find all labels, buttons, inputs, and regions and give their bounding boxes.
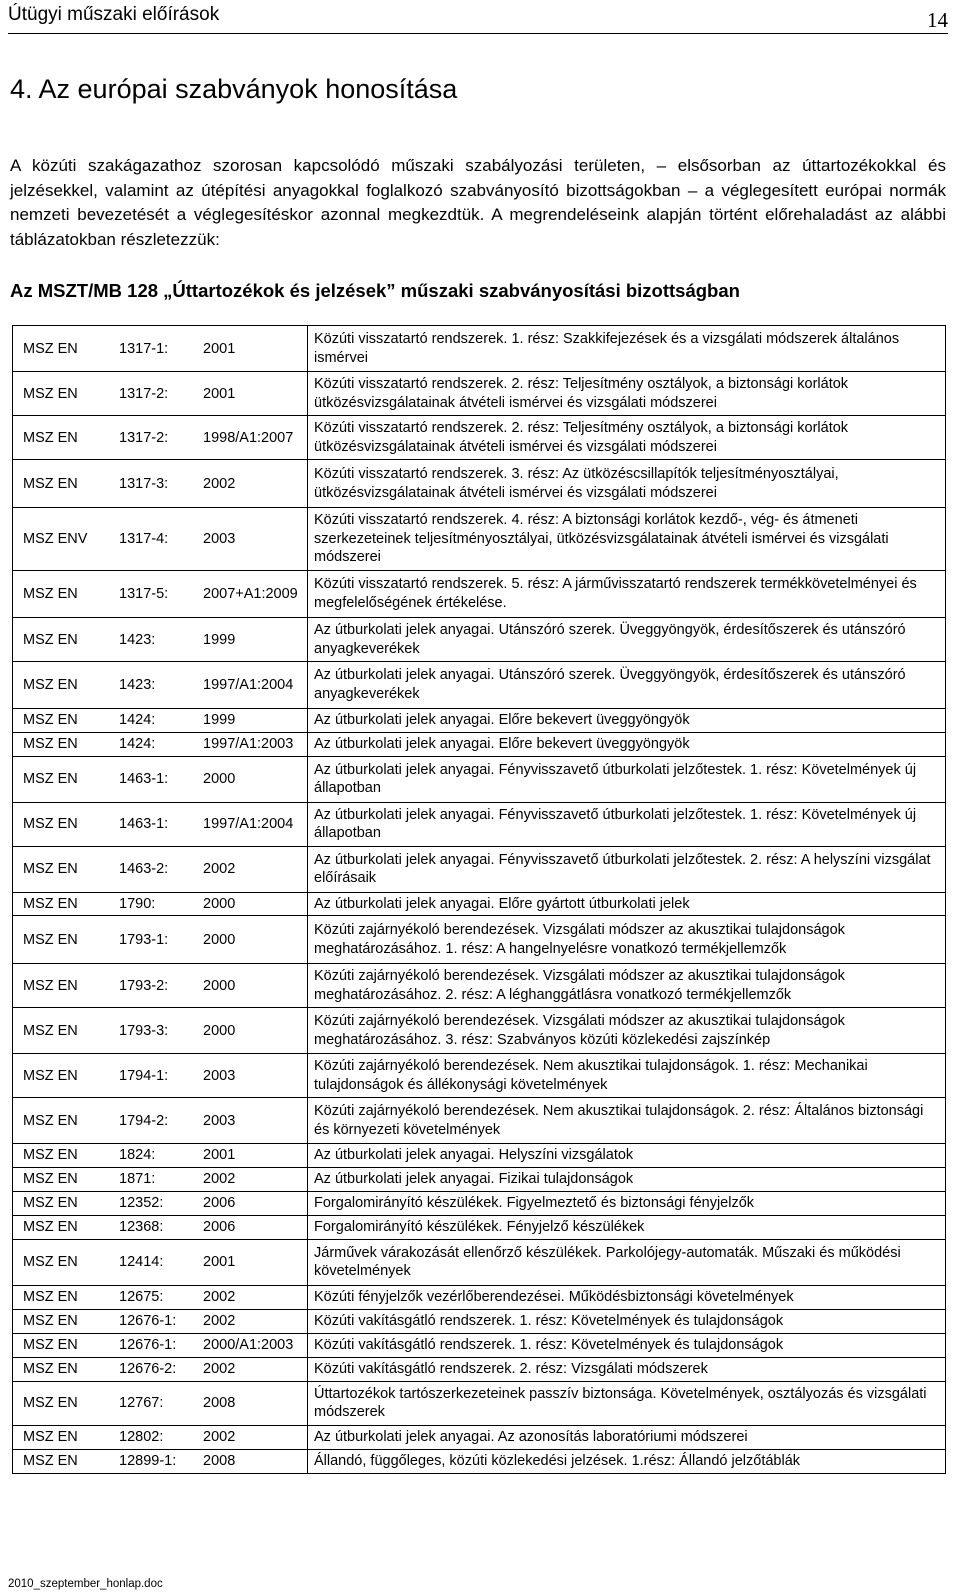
standard-year: 2002 (203, 475, 236, 492)
standard-number: 12368: (119, 1219, 164, 1236)
table-row (13, 618, 946, 662)
standard-number: 1463-2: (119, 861, 169, 878)
standard-number: 1793-2: (119, 977, 169, 994)
standard-code (23, 1254, 307, 1270)
standard-title: Forgalomirányító készülékek. Figyelmeztető és biztonsági fényjelzők (308, 1191, 946, 1215)
standard-code-cell (13, 416, 308, 460)
table-row (13, 1309, 946, 1333)
standard-code-cell (13, 1449, 308, 1473)
standard-number: 1424: (119, 712, 156, 729)
standard-year: 2002 (203, 1313, 236, 1330)
standard-code (23, 1429, 307, 1445)
standard-year: 2006 (203, 1195, 236, 1212)
page-number: 14 (927, 8, 948, 32)
standard-prefix: MSZ EN (23, 712, 78, 729)
standard-year: 2002 (203, 1171, 236, 1188)
standard-code (23, 932, 307, 948)
standard-code (23, 341, 307, 357)
table-row (13, 1381, 946, 1425)
standard-code (23, 632, 307, 648)
standard-prefix: MSZ EN (23, 895, 78, 912)
standard-title: Közúti zajárnyékoló berendezések. Nem akusztikai tulajdonságok. 1. rész: Mechanikai tulajdonságok és állékonysági követelmények (308, 1054, 946, 1098)
standard-number: 12899-1: (119, 1453, 177, 1470)
table-row (13, 662, 946, 709)
standard-code (23, 1023, 307, 1039)
standard-prefix: MSZ EN (23, 1219, 78, 1236)
table-row (13, 802, 946, 846)
table-row (13, 416, 946, 460)
standard-number: 12352: (119, 1195, 164, 1212)
standard-code (23, 861, 307, 877)
standard-year: 2000 (203, 895, 236, 912)
standard-title: Az útburkolati jelek anyagai. Előre bekevert üveggyöngyök (308, 709, 946, 733)
standard-prefix: MSZ EN (23, 429, 78, 446)
table-row (13, 1239, 946, 1285)
standard-title: Az útburkolati jelek anyagai. Utánszóró szerek. Üveggyöngyök, érdesítőszerek és utánszóró anyagkeverékek (308, 618, 946, 662)
standard-number: 12414: (119, 1254, 164, 1271)
standard-year: 2000 (203, 771, 236, 788)
standard-prefix: MSZ ENV (23, 531, 88, 547)
table-row (13, 1054, 946, 1098)
standard-code-cell (13, 892, 308, 916)
standard-title: Közúti vakításgátló rendszerek. 2. rész: Vizsgálati módszerek (308, 1357, 946, 1381)
standard-prefix: MSZ EN (23, 1361, 78, 1378)
standard-prefix: MSZ EN (23, 931, 78, 948)
standard-title: Közúti visszatartó rendszerek. 3. rész: Az ütközéscsillapítók teljesítményosztályai, ütközésvizsgálatainak átvételi ismérvei és vizsgálati módszerei (308, 460, 946, 508)
standard-code-cell (13, 1309, 308, 1333)
standard-year: 2001 (203, 340, 236, 357)
table-row (13, 1333, 946, 1357)
standard-code (23, 1113, 307, 1129)
table-row (13, 1098, 946, 1144)
standard-prefix: MSZ EN (23, 816, 78, 833)
standard-title: Az útburkolati jelek anyagai. Utánszóró szerek. Üveggyöngyök, érdesítőszerek és utánszóró anyagkeverékek (308, 662, 946, 709)
standard-year: 2001 (203, 1254, 236, 1271)
standard-title: Az útburkolati jelek anyagai. Fizikai tulajdonságok (308, 1167, 946, 1191)
standard-title: Úttartozékok tartószerkezeteinek passzív biztonsága. Követelmények, osztályozás és vizsgálati módszerek (308, 1381, 946, 1425)
standard-title: Közúti visszatartó rendszerek. 2. rész: Teljesítmény osztályok, a biztonsági korlátok ütközésvizsgálatainak átvételi ismérvei és vizsgálati módszerei (308, 372, 946, 416)
standard-prefix: MSZ EN (23, 1112, 78, 1129)
standard-number: 12676-1: (119, 1337, 177, 1354)
standard-prefix: MSZ EN (23, 1453, 78, 1470)
table-row (13, 732, 946, 756)
table-row (13, 1285, 946, 1309)
standard-year: 1998/A1:2007 (203, 429, 294, 446)
committee-subheading: Az MSZT/MB 128 „Úttartozékok és jelzések” műszaki szabványosítási bizottságban (10, 280, 740, 301)
standard-prefix: MSZ EN (23, 1337, 78, 1354)
standard-year: 1997/A1:2003 (203, 736, 294, 753)
standard-year: 1999 (203, 712, 236, 729)
standard-code (23, 1337, 307, 1353)
table-row (13, 372, 946, 416)
standard-number: 1317-3: (119, 475, 169, 492)
table-row (13, 1008, 946, 1054)
standard-code (23, 586, 307, 602)
standard-code (23, 978, 307, 994)
standard-title: Közúti zajárnyékoló berendezések. Vizsgálati módszer az akusztikai tulajdonságok meghatározásához. 3. rész: Szabványos közúti közlekedési zajszínkép (308, 1008, 946, 1054)
standard-code-cell (13, 802, 308, 846)
standard-title: Az útburkolati jelek anyagai. Fényvisszavető útburkolati jelzőtestek. 1. rész: Követelmények új állapotban (308, 756, 946, 802)
standard-code-cell (13, 1333, 308, 1357)
standard-title: Az útburkolati jelek anyagai. Fényvisszavető útburkolati jelzőtestek. 1. rész: Követelmények új állapotban (308, 802, 946, 846)
standard-code-cell (13, 508, 308, 571)
standard-prefix: MSZ EN (23, 736, 78, 753)
standard-code-cell (13, 571, 308, 618)
standard-year: 2003 (203, 531, 236, 547)
footer-filename: 2010_szeptember_honlap.doc (8, 1578, 163, 1590)
standard-year: 2002 (203, 1361, 236, 1378)
standard-title: Közúti visszatartó rendszerek. 4. rész: A biztonsági korlátok kezdő-, vég- és átmeneti szerkezeteinek teljesítményosztályai, ütközésvizsgálatainak átvételi ismérvei és vizsgálati módszerei (308, 508, 946, 571)
standard-code (23, 816, 307, 832)
standard-title: Közúti zajárnyékoló berendezések. Nem akusztikai tulajdonságok. 2. rész: Általános biztonsági és környezeti követelmények (308, 1098, 946, 1144)
standard-year: 2006 (203, 1219, 236, 1236)
section-title: 4. Az európai szabványok honosítása (10, 74, 458, 104)
standard-code-cell (13, 732, 308, 756)
table-row (13, 571, 946, 618)
standard-year: 1997/A1:2004 (203, 677, 294, 693)
standard-title: Közúti vakításgátló rendszerek. 1. rész: Követelmények és tulajdonságok (308, 1333, 946, 1357)
standard-prefix: MSZ EN (23, 977, 78, 994)
table-row (13, 964, 946, 1008)
standard-code (23, 1195, 307, 1211)
table-row (13, 709, 946, 733)
table-row (13, 1144, 946, 1168)
standard-code (23, 476, 307, 492)
table-row (13, 846, 946, 892)
standard-year: 1999 (203, 631, 236, 648)
standard-number: 1463-1: (119, 816, 169, 833)
standard-code-cell (13, 1215, 308, 1239)
standard-prefix: MSZ EN (23, 1171, 78, 1188)
standard-year: 2008 (203, 1395, 236, 1412)
standard-code-cell (13, 1167, 308, 1191)
standard-title: Az útburkolati jelek anyagai. Előre gyártott útburkolati jelek (308, 892, 946, 916)
standard-year: 2003 (203, 1112, 236, 1129)
standard-number: 1794-2: (119, 1112, 169, 1129)
standard-code-cell (13, 709, 308, 733)
standard-prefix: MSZ EN (23, 1067, 78, 1084)
standard-year: 1997/A1:2004 (203, 816, 294, 833)
table-row (13, 1215, 946, 1239)
standard-number: 1423: (119, 631, 156, 648)
standard-number: 1793-1: (119, 931, 169, 948)
table-row (13, 326, 946, 372)
standard-prefix: MSZ EN (23, 1313, 78, 1330)
standard-number: 1871: (119, 1171, 156, 1188)
standard-code-cell (13, 1239, 308, 1285)
standard-code (23, 1171, 307, 1187)
standard-number: 12802: (119, 1429, 164, 1446)
standard-code (23, 1068, 307, 1084)
table-row (13, 892, 946, 916)
standard-prefix: MSZ EN (23, 1395, 78, 1412)
standard-prefix: MSZ EN (23, 1254, 78, 1271)
standard-title: Közúti zajárnyékoló berendezések. Vizsgálati módszer az akusztikai tulajdonságok meghatározásához. 1. rész: A hangelnyelésre vonatkozó termékjellemzők (308, 916, 946, 964)
standard-prefix: MSZ EN (23, 631, 78, 648)
standard-title: Állandó, függőleges, közúti közlekedési jelzések. 1.rész: Állandó jelzőtáblák (308, 1449, 946, 1473)
standard-code-cell (13, 1144, 308, 1168)
standard-title: Közúti visszatartó rendszerek. 5. rész: A járművisszatartó rendszerek termékkövetelményei és megfelelőségének értékelése. (308, 571, 946, 618)
standard-prefix: MSZ EN (23, 586, 78, 602)
standard-code-cell (13, 1008, 308, 1054)
standard-code-cell (13, 618, 308, 662)
standard-code (23, 1453, 307, 1469)
standards-table (12, 325, 946, 1474)
standard-code-cell (13, 1381, 308, 1425)
standard-title: Közúti visszatartó rendszerek. 1. rész: Szakkifejezések és a vizsgálati módszerek általános ismérvei (308, 326, 946, 372)
standard-title: Az útburkolati jelek anyagai. Előre bekevert üveggyöngyök (308, 732, 946, 756)
standard-title: Az útburkolati jelek anyagai. Fényvisszavető útburkolati jelzőtestek. 2. rész: A helyszíni vizsgálat előírásaik (308, 846, 946, 892)
intro-paragraph: A közúti szakágazathoz szorosan kapcsolódó műszaki szabályozási területen, – elsősorban az úttartozékokkal és jelzésekkel, valamint az útépítési anyagokkal foglalkozó szabványosító bizottságokban – a véglegesített európai normák nemzeti bevezetését a véglegesítéskor azonnal megkezdtük. A megrendeléseink alapján történt előrehaladást az alábbi táblázatokban részletezzük: (10, 156, 946, 249)
standard-prefix: MSZ EN (23, 475, 78, 492)
standard-code (23, 677, 307, 693)
standard-year: 2002 (203, 1289, 236, 1306)
standard-code (23, 1147, 307, 1163)
standard-prefix: MSZ EN (23, 1022, 78, 1039)
standard-number: 12675: (119, 1289, 164, 1306)
standard-code (23, 1361, 307, 1377)
standard-number: 1317-2: (119, 385, 169, 402)
standard-code (23, 712, 307, 728)
table-row (13, 1425, 946, 1449)
standard-title: Az útburkolati jelek anyagai. Helyszíni vizsgálatok (308, 1144, 946, 1168)
standard-year: 2000 (203, 977, 236, 994)
standard-prefix: MSZ EN (23, 385, 78, 402)
standard-prefix: MSZ EN (23, 1429, 78, 1446)
standard-number: 1793-3: (119, 1022, 169, 1039)
table-row (13, 756, 946, 802)
standard-year: 2007+A1:2009 (203, 586, 298, 602)
standard-prefix: MSZ EN (23, 1195, 78, 1212)
standard-code-cell (13, 372, 308, 416)
standard-year: 2000 (203, 931, 236, 948)
standard-prefix: MSZ EN (23, 677, 78, 693)
standard-code (23, 430, 307, 446)
standard-prefix: MSZ EN (23, 771, 78, 788)
standards-table-body (13, 326, 946, 1474)
standard-code-cell (13, 1191, 308, 1215)
standard-year: 2002 (203, 861, 236, 878)
standard-code-cell (13, 756, 308, 802)
standard-number: 1317-5: (119, 586, 169, 602)
standard-code-cell (13, 1357, 308, 1381)
standard-prefix: MSZ EN (23, 1147, 78, 1164)
standard-year: 2002 (203, 1429, 236, 1446)
standard-code-cell (13, 460, 308, 508)
table-row (13, 916, 946, 964)
standard-title: Forgalomirányító készülékek. Fényjelző készülékek (308, 1215, 946, 1239)
standard-code-cell (13, 326, 308, 372)
standard-number: 1463-1: (119, 771, 169, 788)
standard-code (23, 736, 307, 752)
table-row (13, 1357, 946, 1381)
standard-prefix: MSZ EN (23, 861, 78, 878)
standard-number: 1317-4: (119, 531, 169, 547)
standard-number: 1790: (119, 895, 156, 912)
standard-title: Közúti zajárnyékoló berendezések. Vizsgálati módszer az akusztikai tulajdonságok meghatározásához. 2. rész: A léghanggátlásra vonatkozó termékjellemzők (308, 964, 946, 1008)
standard-title: Járművek várakozását ellenőrző készülékek. Parkolójegy-automaták. Műszaki és működési követelmények (308, 1239, 946, 1285)
table-row (13, 508, 946, 571)
standard-code (23, 386, 307, 402)
standard-code-cell (13, 1285, 308, 1309)
header-title: Útügyi műszaki előírások (8, 4, 220, 25)
standard-number: 12676-1: (119, 1313, 177, 1330)
standard-code-cell (13, 964, 308, 1008)
standard-number: 1424: (119, 736, 156, 753)
standard-code (23, 771, 307, 787)
standard-number: 12767: (119, 1395, 164, 1412)
standard-number: 1423: (119, 677, 156, 693)
standard-code (23, 531, 307, 547)
standard-code-cell (13, 846, 308, 892)
standard-code (23, 1289, 307, 1305)
table-row (13, 1191, 946, 1215)
table-row (13, 1449, 946, 1473)
standard-code-cell (13, 916, 308, 964)
standard-year: 2008 (203, 1453, 236, 1470)
standard-title: Közúti visszatartó rendszerek. 2. rész: Teljesítmény osztályok, a biztonsági korlátok ütközésvizsgálatainak átvételi ismérvei és vizsgálati módszerei (308, 416, 946, 460)
standard-prefix: MSZ EN (23, 1289, 78, 1306)
standard-title: Az útburkolati jelek anyagai. Az azonosítás laboratóriumi módszerei (308, 1425, 946, 1449)
standard-number: 1824: (119, 1147, 156, 1164)
standard-code (23, 1313, 307, 1329)
standard-year: 2000 (203, 1022, 236, 1039)
standard-year: 2001 (203, 385, 236, 402)
standard-prefix: MSZ EN (23, 340, 78, 357)
table-row (13, 460, 946, 508)
standard-number: 1317-1: (119, 340, 169, 357)
standard-year: 2000/A1:2003 (203, 1337, 294, 1354)
standard-code-cell (13, 662, 308, 709)
standard-number: 1317-2: (119, 429, 169, 446)
standard-code-cell (13, 1425, 308, 1449)
standard-code (23, 1395, 307, 1411)
page-header (8, 4, 948, 34)
standard-code-cell (13, 1054, 308, 1098)
standard-number: 1794-1: (119, 1067, 169, 1084)
standard-number: 12676-2: (119, 1361, 177, 1378)
standard-code (23, 896, 307, 912)
standard-title: Közúti vakításgátló rendszerek. 1. rész: Követelmények és tulajdonságok (308, 1309, 946, 1333)
standard-code-cell (13, 1098, 308, 1144)
standard-code (23, 1219, 307, 1235)
table-row (13, 1167, 946, 1191)
standard-year: 2001 (203, 1147, 236, 1164)
standard-year: 2003 (203, 1067, 236, 1084)
standard-title: Közúti fényjelzők vezérlőberendezései. Működésbiztonsági követelmények (308, 1285, 946, 1309)
